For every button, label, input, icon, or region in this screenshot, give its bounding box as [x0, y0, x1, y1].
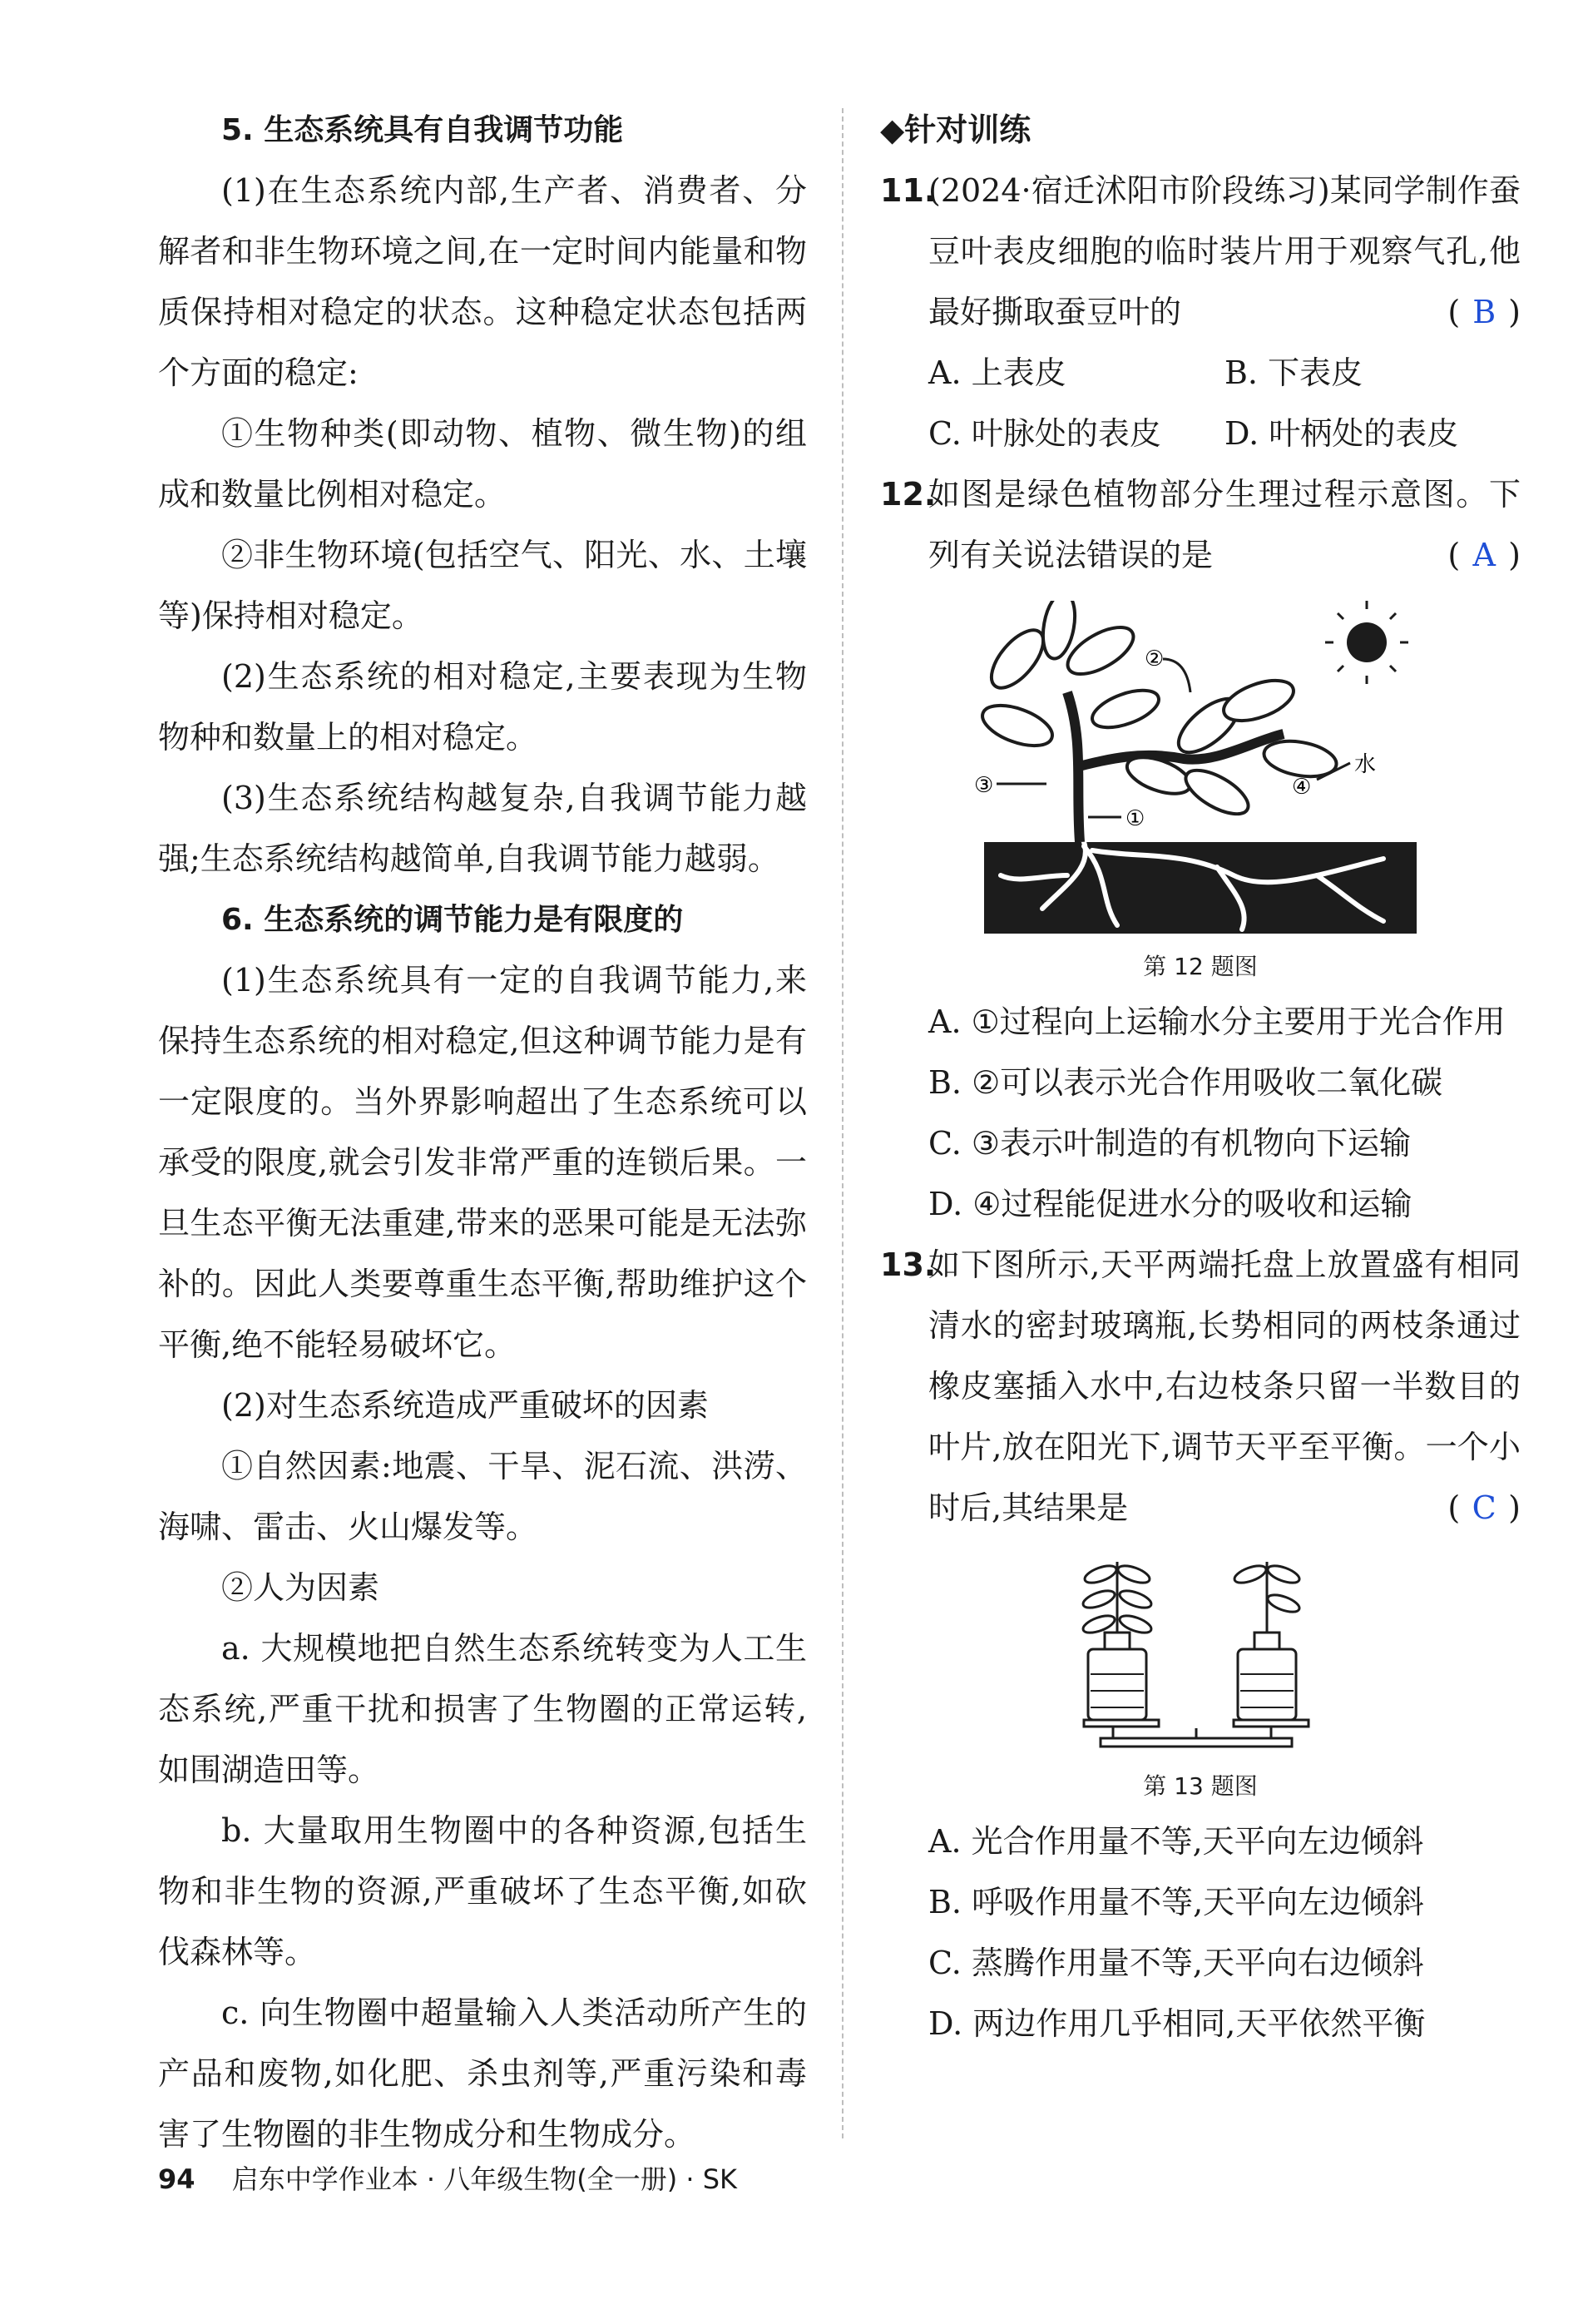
question-11: [880, 161, 1521, 343]
left-column: [158, 100, 807, 2165]
option-d: D. 叶柄处的表皮: [1224, 415, 1459, 452]
option-c: C. 蒸腾作用量不等,天平向右边倾斜: [928, 1945, 1424, 1981]
page-footer: [158, 2158, 737, 2197]
paragraph: (3)生态系统结构越复杂,自我调节能力越强;生态系统结构越简单,自我调节能力越弱。: [158, 780, 807, 877]
answer-bracket: ( B ): [1447, 282, 1521, 343]
paragraph: (2)对生态系统造成严重破坏的因素: [221, 1387, 709, 1424]
option-b: B. 下表皮: [1224, 354, 1363, 391]
paragraph: (2)生态系统的相对稳定,主要表现为生物物种和数量上的相对稳定。: [158, 658, 807, 756]
book-title: 启东中学作业本 · 八年级生物(全一册) · SK: [231, 2163, 738, 2195]
option-d: D. 两边作用几乎相同,天平依然平衡: [928, 2005, 1426, 2042]
paragraph: ②人为因素: [221, 1569, 380, 1606]
paragraph: ①自然因素:地震、干旱、泥石流、洪涝、海啸、雷击、火山爆发等。: [158, 1448, 807, 1545]
answer-bracket: ( C ): [1447, 1478, 1521, 1539]
figure-12: [880, 601, 1521, 937]
section-6-heading: 6. 生态系统的调节能力是有限度的: [221, 903, 684, 937]
paragraph: ②非生物环境(包括空气、阳光、水、土壤等)保持相对稳定。: [158, 537, 807, 634]
paragraph: b. 大量取用生物圈中的各种资源,包括生物和非生物的资源,严重破坏了生态平衡,如砍伐森林等。: [158, 1812, 807, 1970]
question-number: 12.: [880, 476, 937, 513]
figure-13-caption: 第 13 题图: [1143, 1772, 1258, 1800]
question-number: 13.: [880, 1246, 937, 1283]
arrow: [1163, 659, 1190, 692]
question-stem: 如图是绿色植物部分生理过程示意图。下列有关说法错误的是: [928, 476, 1521, 573]
paragraph: c. 向生物圈中超量输入人类活动所产生的产品和废物,如化肥、杀虫剂等,严重污染和毒害了生物圈的非生物成分和生物成分。: [158, 1994, 807, 2153]
answer-bracket: ( A ): [1447, 525, 1521, 586]
question-13: [880, 1235, 1521, 1539]
option-c: C. 叶脉处的表皮: [928, 415, 1161, 452]
page-number: 94: [158, 2163, 195, 2195]
options-11: [880, 343, 1521, 464]
section-5-heading: 5. 生态系统具有自我调节功能: [221, 113, 624, 147]
label-water: 水: [1354, 752, 1377, 777]
option-b: B. ②可以表示光合作用吸收二氧化碳: [928, 1064, 1443, 1101]
answer: B: [1472, 294, 1497, 330]
practice-section-title: ◆针对训练: [880, 111, 1031, 148]
answer: C: [1472, 1489, 1497, 1526]
paragraph: a. 大规模地把自然生态系统转变为人工生态系统,严重干扰和损害了生物圈的正常运转,如围湖造田等。: [158, 1630, 807, 1788]
paragraph: (1)生态系统具有一定的自我调节能力,来保持生态系统的相对稳定,但这种调节能力是有一定限度的。当外界影响超出了生态系统可以承受的限度,就会引发非常严重的连锁后果。一旦生态平衡无法重建,带来的恶果可能是无法弥补的。因此人类要尊重生态平衡,帮助维护这个平衡,绝不能轻易破坏它。: [158, 962, 807, 1363]
option-b: B. 呼吸作用量不等,天平向左边倾斜: [928, 1884, 1425, 1920]
paragraph: (1)在生态系统内部,生产者、消费者、分解者和非生物环境之间,在一定时间内能量和物质保持相对稳定的状态。这种稳定状态包括两个方面的稳定:: [158, 172, 807, 391]
right-column: [880, 100, 1521, 2054]
balance: [1084, 1720, 1309, 1747]
option-a: A. 光合作用量不等,天平向左边倾斜: [928, 1823, 1424, 1860]
figure-12-caption: 第 12 题图: [1143, 953, 1258, 980]
label-3: ③: [974, 773, 994, 798]
label-4: ④: [1292, 775, 1312, 800]
question-stem: 如下图所示,天平两端托盘上放置盛有相同清水的密封玻璃瓶,长势相同的两枝条通过橡皮塞插入水中,右边枝条只留一半数目的叶片,放在阳光下,调节天平至平衡。一个小时后,其结果是: [928, 1246, 1521, 1526]
label-1: ①: [1125, 806, 1145, 831]
question-stem: (2024·宿迁沭阳市阶段练习)某同学制作蚕豆叶表皮细胞的临时装片用于观察气孔,他最好撕取蚕豆叶的: [928, 172, 1521, 330]
question-number: 11.: [880, 172, 937, 209]
option-a: A. ①过程向上运输水分主要用于光合作用: [928, 1003, 1506, 1040]
balance-diagram: [1076, 1553, 1325, 1753]
figure-13: [880, 1553, 1521, 1757]
leaves: [977, 601, 1339, 823]
paragraph: ①生物种类(即动物、植物、微生物)的组成和数量比例相对稳定。: [158, 415, 807, 513]
option-a: A. 上表皮: [928, 354, 1066, 391]
option-d: D. ④过程能促进水分的吸收和运输: [928, 1186, 1412, 1222]
column-divider: [842, 108, 843, 2138]
soil: [984, 842, 1417, 934]
option-c: C. ③表示叶制造的有机物向下运输: [928, 1125, 1411, 1162]
sun-icon: [1325, 601, 1408, 684]
plant-diagram: [967, 601, 1433, 934]
answer: A: [1472, 537, 1496, 573]
label-2: ②: [1145, 647, 1165, 671]
question-12: [880, 464, 1521, 586]
